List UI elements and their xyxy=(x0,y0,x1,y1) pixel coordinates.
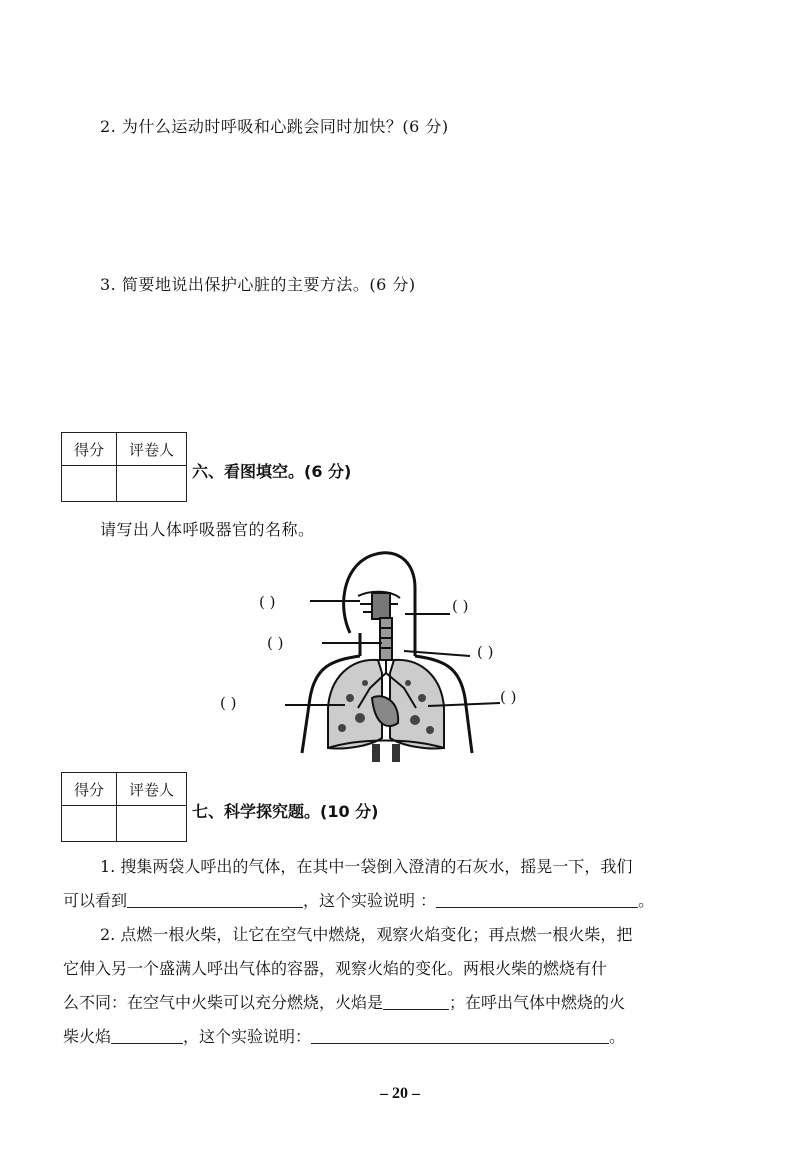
score-cell[interactable] xyxy=(62,806,117,841)
score-table-6 xyxy=(61,432,187,502)
grader-label: 评卷人 xyxy=(117,773,186,806)
label-blank-6[interactable]: ( ) xyxy=(500,688,517,706)
section6-instruction: 请写出人体呼吸器官的名称。 xyxy=(100,520,315,539)
grader-cell[interactable] xyxy=(117,806,186,841)
label-blank-5[interactable]: ( ) xyxy=(477,643,494,661)
s7-q1-line2 xyxy=(63,884,654,918)
s7-q2-text-e: 。 xyxy=(609,1027,626,1046)
label-blank-2[interactable]: ( ) xyxy=(267,634,284,652)
grader-cell[interactable] xyxy=(117,466,186,501)
s7-q1-text-a: 可以看到 xyxy=(63,891,128,910)
score-label: 得分 xyxy=(62,433,117,466)
s7-q2-text-c: 柴火焰 xyxy=(63,1027,112,1046)
section6-title: 六、看图填空。(6 分) xyxy=(192,462,352,481)
question-2: 2. 为什么运动时呼吸和心跳会同时加快？(6 分) xyxy=(100,117,449,136)
s7-q1-line1: 1. 搜集两袋人呼出的气体，在其中一袋倒入澄清的石灰水，摇晃一下，我们 xyxy=(100,857,633,876)
page-number: – 20 – xyxy=(380,1085,420,1102)
s7-q2-line2: 它伸入另一个盛满人呼出气体的容器，观察火焰的变化。两根火柴的燃烧有什 xyxy=(63,959,608,978)
question-3: 3. 简要地说出保护心脏的主要方法。(6 分) xyxy=(100,275,416,294)
s7-q2-line3 xyxy=(63,986,625,1020)
label-blank-1[interactable]: ( ) xyxy=(259,593,276,611)
section7-title: 七、科学探究题。(10 分) xyxy=(192,802,379,821)
s7-q2-blank-1[interactable] xyxy=(383,991,449,1010)
s7-q2-blank-2[interactable] xyxy=(111,1025,183,1044)
s7-q1-blank-1[interactable] xyxy=(127,889,303,908)
s7-q2-text-d: ，这个实验说明： xyxy=(183,1027,312,1046)
score-table-7 xyxy=(61,772,187,842)
s7-q2-blank-3[interactable] xyxy=(311,1025,609,1044)
s7-q2-line1: 2. 点燃一根火柴，让它在空气中燃烧，观察火焰变化；再点燃一根火柴，把 xyxy=(100,925,633,944)
s7-q1-text-c: 。 xyxy=(638,891,655,910)
s7-q2-text-a: 么不同：在空气中火柴可以充分燃烧，火焰是 xyxy=(63,993,384,1012)
s7-q1-blank-2[interactable] xyxy=(436,889,638,908)
score-cell[interactable] xyxy=(62,466,117,501)
respiratory-diagram xyxy=(210,548,560,763)
grader-label: 评卷人 xyxy=(117,433,186,466)
score-label: 得分 xyxy=(62,773,117,806)
label-blank-3[interactable]: ( ) xyxy=(220,694,237,712)
s7-q1-text-b: ，这个实验说明 ： xyxy=(303,891,437,910)
label-blank-4[interactable]: ( ) xyxy=(452,597,469,615)
s7-q2-line4 xyxy=(63,1020,625,1054)
s7-q2-text-b: ；在呼出气体中燃烧的火 xyxy=(449,993,626,1012)
